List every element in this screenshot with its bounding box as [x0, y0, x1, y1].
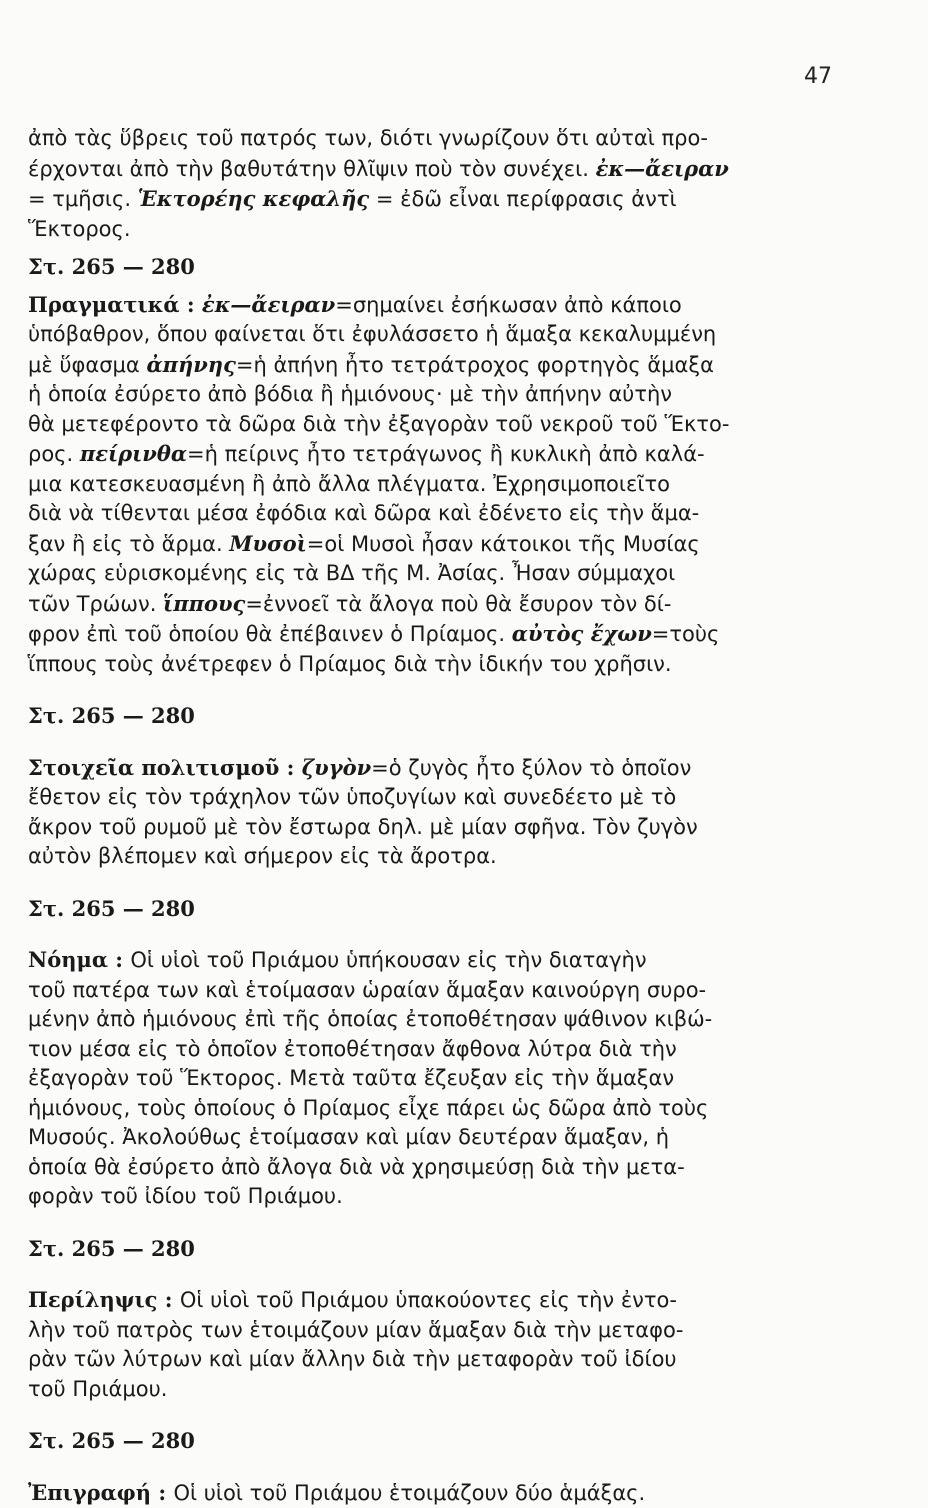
section-label: Νόημα : — [28, 947, 130, 972]
text: Οἱ υἱοὶ τοῦ Πριάμου ἑτοιμάζουν δύο ἁμάξας. — [173, 1481, 645, 1505]
text: =σημαίνει ἐσήκωσαν ἀπὸ κάποιο ὑπόβαθρον, ὅπου φαίνεται ὅτι ἐφυλάσσετο ἡ ἅμαξα κεκαλυμμένη μὲ ὕφασμα — [28, 293, 716, 377]
paragraph-stoixeia — [28, 753, 840, 872]
term: ἐκ—ἄειραν — [596, 156, 729, 181]
text: =ἡ ἀπήνη ἦτο τετράτροχος φορτηγὸς ἅμαξα ἡ ὁποία ἐσύρετο ἀπὸ βόδια ἢ ἡμιόνους· μὲ τὴν ἀπήνην αὐτὴν θὰ μετεφέροντο τὰ δῶρα διὰ τὴν ἐξαγορὰν τοῦ νεκροῦ τοῦ Ἕκτο- ρος. — [28, 353, 729, 467]
term: ἵππους — [163, 591, 245, 616]
text: ἀπὸ τὰς ὕβρεις τοῦ πατρός των, διότι γνωρίζουν ὅτι αὐταὶ προ- έρχονται ἀπὸ τὴν βαθυτάτην θλῖψιν ποὺ τὸν συνέχει. — [28, 126, 708, 181]
text: =ἡ πείρινς ἦτο τετράγωνος ἢ κυκλικὴ ἀπὸ καλά- μια κατεσκευασμένη ἢ ἀπὸ ἄλλα πλέγματα. Ἐχρησιμοποιεῖτο διὰ νὰ τίθενται μέσα ἐφόδια καὶ δῶρα καὶ ἐδένετο εἰς τὴν ἅμα- ξαν ἢ εἰς τὸ ἅρμα. — [28, 442, 705, 556]
page-body — [28, 124, 840, 1508]
text: =ὁ ζυγὸς ἦτο ξύλον τὸ ὁποῖον ἔθετον εἰς τὸν τράχηλον τῶν ὑποζυγίων καὶ συνεδέετο μὲ τὸ ἄκρον τοῦ ρυμοῦ μὲ τὸν ἔστωρα δηλ. μὲ μίαν σφῆνα. Τὸν ζυγὸν αὐτὸν βλέπομεν καὶ σήμερον εἰς τὰ ἄροτρα. — [28, 756, 698, 869]
section-heading: Στ. 265 — 280 — [28, 1234, 840, 1264]
text: Οἱ υἱοὶ τοῦ Πριάμου ὑπήκουσαν εἰς τὴν διαταγὴν τοῦ πατέρα των καὶ ἑτοίμασαν ὡραίαν ἅμαξαν καινούργη συρο- μένην ἀπὸ ἡμιόνους ἐπὶ τῆς ὁποίας ἐτοποθέτησαν ψάθινον κιβώ- τιον μέσα εἰς τὸ ὁποῖον ἐτοποθέτησαν ἄφθονα λύτρα διὰ τὴν ἐξαγορὰν τοῦ Ἕκτορος. Μετὰ ταῦτα ἔζευξαν εἰς τὴν ἅμαξαν ἡμιόνους, τοὺς ὁποίους ὁ Πρίαμος εἶχε πάρει ὡς δῶρα ἀπὸ τοὺς Μυσούς. Ἀκολούθως ἑτοίμασαν καὶ μίαν δευτέραν ἅμαξαν, ἡ ὁποία θὰ ἐσύρετο ἀπὸ ἄλογα διὰ νὰ χρησιμεύσῃ διὰ τὴν μετα- φορὰν τοῦ ἰδίου τοῦ Πριάμου. — [28, 948, 712, 1208]
text: =τοὺς ἵππους τοὺς ἀνέτρεφεν ὁ Πρίαμος διὰ τὴν ἰδικήν του χρῆσιν. — [28, 622, 719, 676]
page-number: 47 — [804, 64, 832, 89]
section-label: Περίληψις : — [28, 1287, 180, 1312]
text: =οἱ Μυσοὶ ἦσαν κάτοικοι τῆς Μυσίας χώρας εὑρισκομένης εἰς τὰ ΒΔ τῆς Μ. Ἀσίας. Ἦσαν σύμμαχοι τῶν Τρώων. — [28, 532, 700, 616]
text: = τμῆσις. — [28, 187, 138, 211]
paragraph-intro — [28, 124, 840, 244]
term: ἐκ—ἄειραν — [202, 292, 335, 317]
section-label: Ἐπιγραφή : — [28, 1480, 173, 1505]
term: ζυγὸν — [302, 755, 371, 780]
paragraph-perilipsis — [28, 1285, 840, 1404]
paragraph-pragmatika — [28, 290, 840, 680]
term: αὐτὸς ἔχων — [512, 621, 652, 646]
paragraph-epigrafi — [28, 1478, 840, 1508]
section-heading: Στ. 265 — 280 — [28, 701, 840, 731]
paragraph-noima — [28, 945, 840, 1212]
text: = ἐδῶ εἶναι περίφρασις ἀντὶ Ἕκτορος. — [28, 187, 677, 241]
term: Ἑκτορέης κεφαλῆς — [138, 186, 370, 211]
text: =ἐννοεῖ τὰ ἄλογα ποὺ θὰ ἔσυρον τὸν δί- φρον ἐπὶ τοῦ ὁποίου θὰ ἐπέβαινεν ὁ Πρίαμος. — [28, 592, 671, 647]
term: ἀπήνης — [146, 352, 235, 377]
section-heading: Στ. 265 — 280 — [28, 252, 840, 282]
section-label: Στοιχεῖα πολιτισμοῦ : — [28, 755, 302, 780]
term: πείρινθα — [80, 441, 187, 466]
term: Μυσοὶ — [229, 531, 306, 556]
section-label: Πραγματικά : — [28, 292, 202, 317]
text: Οἱ υἱοὶ τοῦ Πριάμου ὑπακούοντες εἰς τὴν ἐντο- λὴν τοῦ πατρὸς των ἑτοιμάζουν μίαν ἅμαξαν διὰ τὴν μεταφο- ρὰν τῶν λύτρων καὶ μίαν ἄλλην διὰ τὴν μεταφορὰν τοῦ ἰδίου τοῦ Πριάμου. — [28, 1288, 683, 1401]
section-heading: Στ. 265 — 280 — [28, 894, 840, 924]
section-heading: Στ. 265 — 280 — [28, 1426, 840, 1456]
